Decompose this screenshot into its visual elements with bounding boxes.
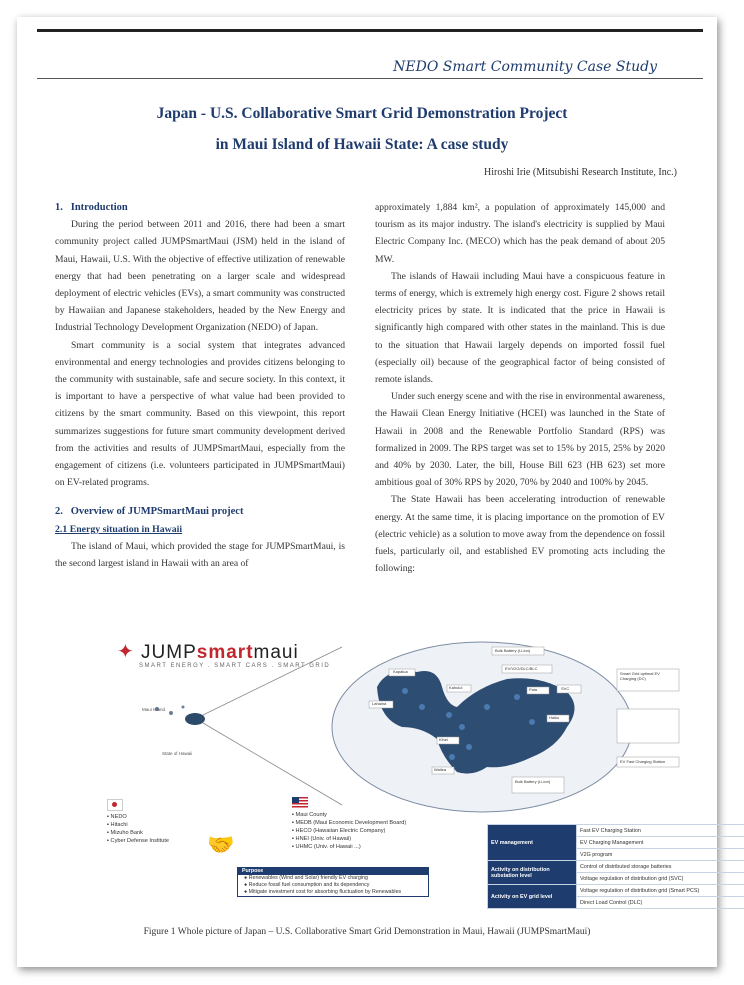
map-label: Kapalua bbox=[393, 669, 408, 674]
table-cell: Fast EV Charging Station bbox=[577, 825, 744, 837]
map-label: Haiku bbox=[549, 715, 560, 720]
header-rule bbox=[37, 78, 703, 79]
purpose-item: ● Renewables (Wind and Solar) friendly EV charging bbox=[244, 875, 368, 881]
subsection-2-1-heading: 2.1 Energy situation in Hawaii bbox=[55, 523, 183, 535]
us-flag-icon bbox=[292, 797, 308, 808]
us-participant: ▪ HECO (Hawaiian Electric Company) bbox=[292, 828, 386, 834]
jumpsmartmaui-logo: ✦ JUMPsmartmaui bbox=[117, 641, 299, 663]
maui-island-label: Maui Island bbox=[142, 707, 166, 712]
figure-caption: Figure 1 Whole picture of Japan – U.S. Collaborative Smart Grid Demonstration in Maui, Hawaii (JUMPSmartMaui) bbox=[143, 927, 591, 937]
left-column bbox=[55, 199, 345, 572]
table-cell: Voltage regulation of distribution grid (Smart PCS) bbox=[577, 885, 744, 897]
map-label: Kahului bbox=[449, 685, 463, 690]
paragraph: Under such energy scene and with the rise in environmental awareness, the Hawaii Clean Energy Initiative (HCEI) was launched in the State of Hawaii in 2008 and the Renewable Portfolio Standard (RPS) was formalized in 2009. The RPS target was set to 15% by 2015, 25% by 2020 and 40% by 2030. Later, the bill, House Bill 623 (HB 623) set more ambitious goal of 30% RPS by 2020, 70% by 2040 and 100% by 2045. bbox=[375, 391, 665, 489]
document-page bbox=[17, 17, 717, 967]
title-line-1: Japan - U.S. Collaborative Smart Grid Demonstration Project bbox=[156, 105, 568, 122]
japan-participants bbox=[107, 799, 169, 844]
state-of-hawaii-label: State of Hawaii bbox=[162, 751, 193, 756]
japan-participant: ▪ NEDO bbox=[107, 814, 127, 820]
japan-participant: ▪ Hitachi bbox=[107, 822, 128, 828]
map-label: Wailea bbox=[434, 767, 447, 772]
activity-table bbox=[487, 824, 744, 909]
us-participant: ▪ UHMC (Univ. of Hawaii ...) bbox=[292, 844, 361, 850]
us-participant: ▪ Maui County bbox=[292, 812, 327, 818]
series-header: NEDO Smart Community Case Study bbox=[393, 59, 657, 75]
japan-participant: ▪ Mizuho Bank bbox=[107, 830, 143, 836]
logo-mark-icon: ✦ bbox=[117, 641, 135, 663]
callout-label: SVC bbox=[561, 686, 570, 691]
paragraph: During the period between 2011 and 2016, there had been a smart community project called JUMPSmartMaui (JSM) held in the island of Maui, Hawaii, U.S. With the objective of effective utilization of renewable energy that had been penetrating on a larger scale and widespread deployment of electric vehicles (EVs), a smart community was constructed by Hawaiian and Japanese stakeholders, headed by the New Energy and Industrial Technology Development Organization (NEDO) of Japan. bbox=[55, 219, 345, 334]
figure-1 bbox=[87, 627, 700, 932]
handshake-icon: 🤝 bbox=[207, 832, 235, 857]
logo-tagline: SMART ENERGY . SMART CARS . SMART GRID bbox=[139, 663, 331, 669]
table-category: Activity on distribution substation level bbox=[488, 861, 577, 885]
table-cell: V2G program bbox=[577, 849, 744, 861]
section-1-heading: 1. Introduction bbox=[55, 202, 128, 213]
map-label: Paia bbox=[529, 687, 538, 692]
callout-label: EV/V2G/DLC/BLC bbox=[505, 666, 538, 671]
paragraph: approximately 1,884 km², a population of approximately 145,000 and tourism as its major industry. The island's electricity is supplied by Maui Electric Company Inc. (MECO) which has the peak demand of about 205 MW. bbox=[375, 202, 665, 265]
purpose-item: ● Reduce fossil fuel consumption and its dependency bbox=[244, 882, 370, 888]
callout-label: Bulk Battery (Li-ion) bbox=[515, 779, 551, 784]
japan-participant: ▪ Cyber Defense Institute bbox=[107, 838, 169, 844]
japan-flag-icon bbox=[107, 799, 123, 811]
table-cell: EV Charging Management bbox=[577, 837, 744, 849]
us-participant: ▪ MEDB (Maui Economic Development Board) bbox=[292, 820, 407, 826]
callout-label: EV Fast Charging Station bbox=[620, 759, 666, 764]
top-rule bbox=[37, 29, 703, 32]
table-cell: Control of distributed storage batteries bbox=[577, 861, 744, 873]
title-line-2: in Maui Island of Hawaii State: A case study bbox=[215, 136, 509, 153]
paragraph: The island of Maui, which provided the stage for JUMPSmartMaui, is the second largest island in Hawaii with an area of bbox=[55, 540, 345, 570]
table-cell: Direct Load Control (DLC) bbox=[577, 897, 744, 909]
maui-island-small-icon bbox=[185, 713, 205, 725]
callout-label: Bulk Battery (Li-ion) bbox=[495, 648, 531, 653]
table-category: Activity on EV grid level bbox=[488, 885, 577, 909]
callout-label: Smart Grid optimal EV Charging (DC) bbox=[620, 671, 660, 681]
section-2-heading: 2. Overview of JUMPSmartMaui project bbox=[55, 506, 244, 518]
paragraph: The State Hawaii has been accelerating introduction of renewable energy. At the same time, it is placing importance on the promotion of EV (electric vehicle) as a solution to move away from the dependence on fossil fuels, particularly oil, and established EV promoting acts including the following: bbox=[375, 494, 665, 575]
paragraph: Smart community is a social system that integrates advanced environmental and energy technologies and provides citizens belonging to the community with sustainable, safe and secure society. In this context, it is important to have a perspective of what value had been provided to citizens by the smart community. Based on this viewpoint, this report summarizes suggestions for future smart community development derived from the activities and results of JUMPSmartMaui, especially from the engagement of citizens (i.e. volunteers participated in JUMPSmartMaui) on EV-related programs. bbox=[55, 339, 345, 489]
us-participant: ▪ HNEI (Univ. of Hawaii) bbox=[292, 836, 352, 842]
maui-map-graphic bbox=[87, 627, 697, 827]
table-category: EV management bbox=[488, 825, 577, 861]
map-label: Lahaina bbox=[372, 701, 387, 706]
purpose-item: ● Mitigate investment cost for absorbing fluctuation by Renewables bbox=[244, 889, 402, 895]
author: Hiroshi Irie (Mitsubishi Research Institute, Inc.) bbox=[483, 167, 677, 178]
paragraph: The islands of Hawaii including Maui have a conspicuous feature in terms of energy, which is extremely high energy cost. Figure 2 shows retail electricity prices by state. It is indicated that the price in Hawaii is significantly high compared with other states in the mainland. This is due to the situation that Hawaii largely depends on imported fossil fuel (especially oil) because of the geographical factor of being consisted of remote islands. bbox=[375, 270, 665, 386]
purpose-title: Purpose bbox=[238, 868, 428, 875]
purpose-box bbox=[237, 867, 429, 897]
map-label: Kihei bbox=[439, 737, 448, 742]
table-cell: Voltage regulation of distribution grid (SVC) bbox=[577, 873, 744, 885]
right-column bbox=[375, 199, 665, 577]
us-participants bbox=[292, 797, 407, 850]
